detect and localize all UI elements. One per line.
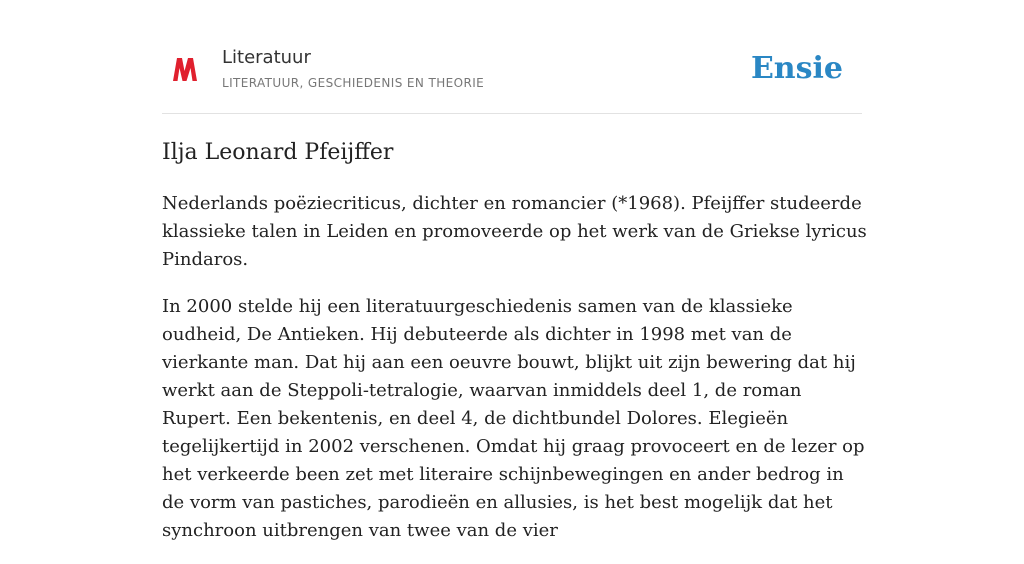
header: [162, 0, 862, 114]
brand-logo[interactable]: Ensie: [750, 51, 843, 86]
category-subtitle: LITERATUUR, GESCHIEDENIS EN THEORIE: [222, 76, 485, 90]
paragraph: In 2000 stelde hij een literatuurgeschiedenis samen van de klassieke oudheid, De Antieken. Hij debuteerde als dichter in 1998 met van de vierkante man. Dat hij aan een oeuvre bouwt, blijkt uit zijn bewering dat hij werkt aan de Steppoli-tetralogie, waarvan inmiddels deel 1, de roman Rupert. Een bekentenis, en deel 4, de dichtbundel Dolores. Elegieën tegelijkertijd in 2002 verschenen. Omdat hij graag provoceert en de lezer op het verkeerde been zet met literaire schijnbewegingen en ander bedrog in de vorm van pastiches, parodieën en allusies, is het best mogelijk dat het synchroon uitbrengen van twee van de vier: [162, 296, 865, 541]
category-title[interactable]: Literatuur: [222, 47, 311, 68]
page-container: [162, 0, 867, 541]
article-body: [162, 190, 870, 564]
paragraph: Nederlands poëziecriticus, dichter en romancier (*1968). Pfeijffer studeerde klassieke talen in Leiden en promoveerde op het werk van de Griekse lyricus Pindaros.: [162, 193, 867, 270]
article-title: Ilja Leonard Pfeijffer: [162, 140, 394, 165]
m-logo-icon[interactable]: [173, 55, 197, 83]
